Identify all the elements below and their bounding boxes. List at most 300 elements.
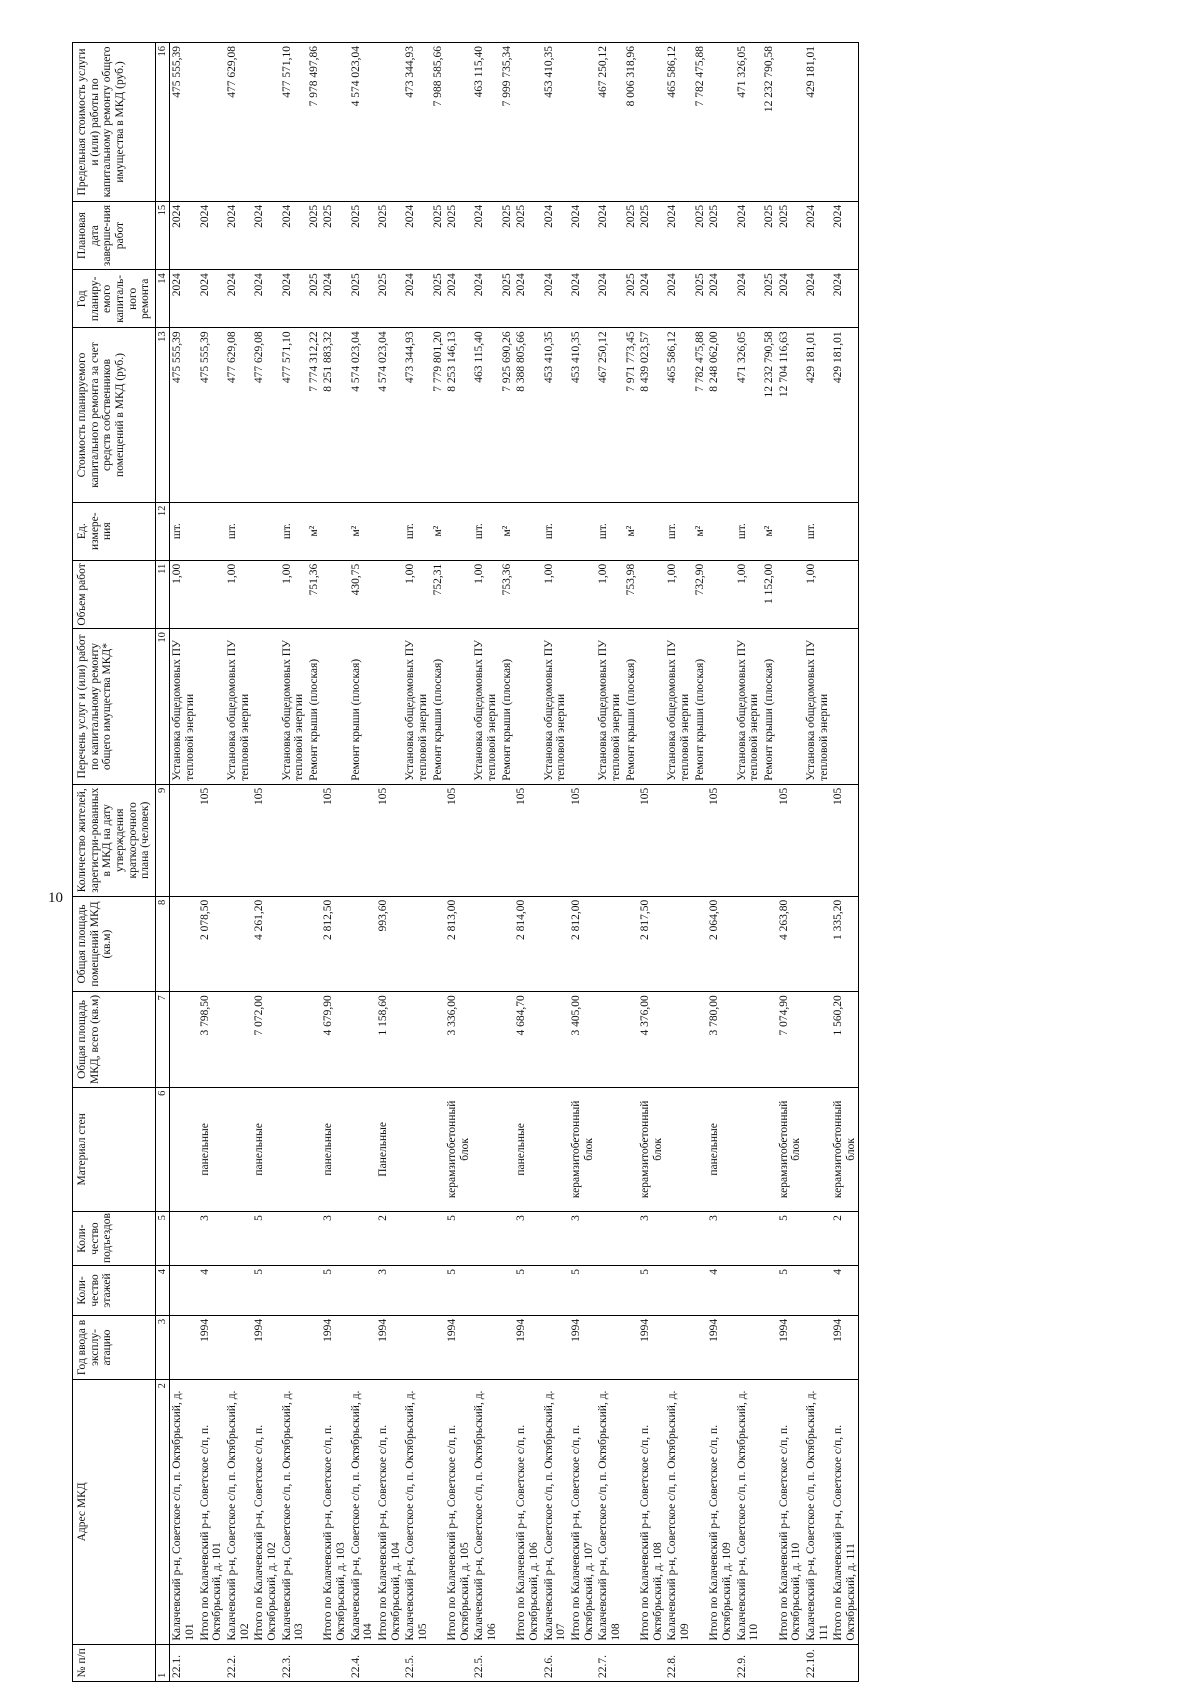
table-cell: Калачевский р-н, Советское с/п, п. Октябрьский, д. 105 [403, 1380, 430, 1645]
table-cell: 2025 [500, 201, 515, 269]
table-cell: 7 978 497,86 [307, 43, 322, 202]
table-cell: 4 [707, 1266, 734, 1316]
table-cell: 463 115,40 [472, 43, 499, 202]
table-cell: 475 555,39 [170, 43, 198, 202]
table-cell [762, 1644, 777, 1681]
table-cell [693, 1212, 708, 1266]
table-row [403, 43, 430, 1682]
table-cell: 429 181,01 [831, 328, 859, 502]
table-row [693, 43, 708, 1682]
table-cell: 12 232 790,58 [762, 43, 777, 202]
table-cell: 2024 [321, 270, 348, 328]
table-cell: 2024 [707, 270, 734, 328]
table-cell [170, 992, 198, 1087]
column-header: Общая площадь помещений МКД (кв.м) [73, 896, 156, 991]
table-cell: панельные [198, 1087, 225, 1211]
table-cell [596, 1315, 623, 1379]
table-row [445, 43, 472, 1682]
table-cell: шт. [542, 502, 569, 560]
table-cell [624, 896, 639, 991]
table-cell: м² [693, 502, 708, 560]
table-cell: 753,36 [500, 560, 515, 628]
table-row [500, 43, 515, 1682]
table-cell [596, 1212, 623, 1266]
table-cell: 2025 [431, 270, 446, 328]
column-header: Материал стен [73, 1087, 156, 1211]
table-cell: панельные [707, 1087, 734, 1211]
column-number: 3 [155, 1315, 170, 1379]
table-cell: 2024 [170, 201, 198, 269]
table-cell: 4 261,20 [252, 896, 279, 991]
table-cell [777, 43, 804, 202]
table-cell [624, 784, 639, 896]
table-cell: панельные [514, 1087, 541, 1211]
table-cell [514, 502, 541, 560]
table-cell [804, 1266, 831, 1316]
table-cell: 2025 [321, 201, 348, 269]
table-cell [831, 502, 859, 560]
table-cell: шт. [804, 502, 831, 560]
table-cell: 2 064,00 [707, 896, 734, 991]
table-cell: 2 814,00 [514, 896, 541, 991]
table-cell: 465 586,12 [665, 328, 692, 502]
table-cell [472, 784, 499, 896]
table-cell: 1,00 [735, 560, 762, 628]
table-cell: 2025 [762, 201, 777, 269]
table-row [569, 43, 596, 1682]
table-cell: Итого по Калачевский р-н, Советское с/п, п. Октябрьский, д. 104 [376, 1380, 403, 1645]
column-header: Год планиру-емого капиталь-ного ремонта [73, 270, 156, 328]
column-header: Коли-чество этажей [73, 1266, 156, 1316]
table-cell: 105 [321, 784, 348, 896]
table-cell [707, 629, 734, 785]
table-row [280, 43, 307, 1682]
table-cell: 1 158,60 [376, 992, 403, 1087]
table-cell [735, 896, 762, 991]
table-cell: 2024 [665, 270, 692, 328]
table-cell: 3 [707, 1212, 734, 1266]
table-cell: 2025 [514, 201, 541, 269]
table-cell: 8 253 146,13 [445, 328, 472, 502]
column-header: Общая площадь МКД, всего (кв.м) [73, 992, 156, 1087]
table-cell: 2024 [225, 201, 252, 269]
table-cell [321, 629, 348, 785]
table-cell: Калачевский р-н, Советское с/п, п. Октябрьский, д. 111 [804, 1380, 831, 1645]
column-number: 13 [155, 328, 170, 502]
table-cell: м² [349, 502, 376, 560]
table-cell: шт. [280, 502, 307, 560]
table-cell: Установка общедомовых ПУ тепловой энергии [596, 629, 623, 785]
column-number: 11 [155, 560, 170, 628]
table-cell [307, 992, 322, 1087]
table-cell: 467 250,12 [596, 328, 623, 502]
table-cell: 105 [707, 784, 734, 896]
table-cell: 7 074,90 [777, 992, 804, 1087]
table-row [831, 43, 859, 1682]
table-cell: 105 [514, 784, 541, 896]
table-cell [403, 896, 430, 991]
table-cell: 105 [445, 784, 472, 896]
table-cell: 2025 [349, 201, 376, 269]
table-row [472, 43, 499, 1682]
table-cell: Ремонт крыши (плоская) [500, 629, 515, 785]
table-cell [403, 1315, 430, 1379]
table-cell: 1994 [321, 1315, 348, 1379]
table-cell: 1994 [569, 1315, 596, 1379]
table-cell [321, 43, 348, 202]
table-cell: 2025 [624, 270, 639, 328]
table-cell [431, 1380, 446, 1645]
table-cell: 5 [777, 1266, 804, 1316]
table-cell: 2025 [693, 270, 708, 328]
table-cell [569, 560, 596, 628]
table-cell [280, 1266, 307, 1316]
column-number: 9 [155, 784, 170, 896]
table-cell: Установка общедомовых ПУ тепловой энергии [665, 629, 692, 785]
table-cell [252, 43, 279, 202]
table-cell [624, 1087, 639, 1211]
table-cell [804, 1212, 831, 1266]
table-cell: Установка общедомовых ПУ тепловой энергии [542, 629, 569, 785]
table-cell: 4 679,90 [321, 992, 348, 1087]
table-cell: Калачевский р-н, Советское с/п, п. Октябрьский, д. 106 [472, 1380, 499, 1645]
table-cell: 477 629,08 [252, 328, 279, 502]
table-cell [349, 1266, 376, 1316]
table-cell [321, 1644, 348, 1681]
table-cell: 2024 [170, 270, 198, 328]
column-header: Ед. измере-ния [73, 502, 156, 560]
table-cell: 2025 [624, 201, 639, 269]
table-cell [280, 1212, 307, 1266]
table-cell [542, 784, 569, 896]
table-cell [198, 560, 225, 628]
table-cell: Калачевский р-н, Советское с/п, п. Октябрьский, д. 109 [665, 1380, 692, 1645]
table-cell: 429 181,01 [804, 328, 831, 502]
table-cell: 8 251 883,32 [321, 328, 348, 502]
table-cell [252, 502, 279, 560]
table-cell: 3 798,50 [198, 992, 225, 1087]
table-cell: 1,00 [225, 560, 252, 628]
table-cell [762, 1212, 777, 1266]
table-cell: 752,31 [431, 560, 446, 628]
table-cell: Итого по Калачевский р-н, Советское с/п, п. Октябрьский, д. 101 [198, 1380, 225, 1645]
table-row [225, 43, 252, 1682]
table-cell: 4 [198, 1266, 225, 1316]
table-cell [500, 784, 515, 896]
table-cell [307, 896, 322, 991]
table-row [762, 43, 777, 1682]
table-cell: 2024 [542, 201, 569, 269]
table-cell: 2025 [693, 201, 708, 269]
table-cell [225, 1087, 252, 1211]
table-cell: 5 [445, 1212, 472, 1266]
table-cell: 471 326,05 [735, 43, 762, 202]
table-cell [624, 1644, 639, 1681]
table-cell: Итого по Калачевский р-н, Советское с/п, п. Октябрьский, д. 111 [831, 1380, 859, 1645]
table-cell [735, 1315, 762, 1379]
table-cell: 5 [321, 1266, 348, 1316]
table-cell [198, 629, 225, 785]
table-cell [542, 992, 569, 1087]
table-cell [542, 896, 569, 991]
table-cell: 1994 [252, 1315, 279, 1379]
table-cell: панельные [321, 1087, 348, 1211]
column-number: 16 [155, 43, 170, 202]
table-cell: 430,75 [349, 560, 376, 628]
table-cell [596, 1266, 623, 1316]
table-cell [431, 896, 446, 991]
table-row [735, 43, 762, 1682]
table-cell [693, 1380, 708, 1645]
table-cell: 1,00 [542, 560, 569, 628]
table-row [514, 43, 541, 1682]
table-cell [707, 1644, 734, 1681]
table-cell: 2025 [376, 201, 403, 269]
table-cell: 2025 [762, 270, 777, 328]
table-cell: 2025 [777, 201, 804, 269]
table-cell: Калачевский р-н, Советское с/п, п. Октябрьский, д. 101 [170, 1380, 198, 1645]
table-cell: 453 410,35 [542, 43, 569, 202]
table-cell [735, 1266, 762, 1316]
table-cell: Итого по Калачевский р-н, Советское с/п, п. Октябрьский, д. 102 [252, 1380, 279, 1645]
column-header: Стоимость планируемого капитального ремонта за счет средств собственников помещений в МКД (руб.) [73, 328, 156, 502]
table-cell [665, 1212, 692, 1266]
table-cell [280, 992, 307, 1087]
table-cell [403, 1212, 430, 1266]
table-cell: 2024 [569, 201, 596, 269]
table-cell [804, 992, 831, 1087]
table-cell: 993,60 [376, 896, 403, 991]
table-cell: 1994 [831, 1315, 859, 1379]
table-cell [321, 502, 348, 560]
table-cell: 453 410,35 [542, 328, 569, 502]
table-cell: 477 629,08 [225, 328, 252, 502]
table-cell [403, 784, 430, 896]
table-cell: 1 152,00 [762, 560, 777, 628]
table-cell [500, 1266, 515, 1316]
table-cell: 2025 [307, 270, 322, 328]
table-cell: 5 [638, 1266, 665, 1316]
table-cell [349, 784, 376, 896]
table-cell: 2024 [472, 201, 499, 269]
table-cell: 22.2. [225, 1644, 252, 1681]
table-cell [777, 1644, 804, 1681]
table-cell: 12 232 790,58 [762, 328, 777, 502]
table-cell: 22.9. [735, 1644, 762, 1681]
table-cell: 2024 [735, 270, 762, 328]
table-cell [198, 1644, 225, 1681]
table-cell [665, 1087, 692, 1211]
column-header: Предельная стоимость услуги и (или) работы по капитальному ремонту общего имущества в МКД (руб.) [73, 43, 156, 202]
column-header: Перечень услуг и (или) работ по капитальному ремонту общего имущества МКД* [73, 629, 156, 785]
table-cell: 1994 [514, 1315, 541, 1379]
table-cell [638, 43, 665, 202]
table-cell: 2024 [198, 270, 225, 328]
table-cell: 7 779 801,20 [431, 328, 446, 502]
table-cell: Калачевский р-н, Советское с/п, п. Октябрьский, д. 108 [596, 1380, 623, 1645]
table-cell: шт. [472, 502, 499, 560]
table-cell: шт. [596, 502, 623, 560]
table-cell [542, 1315, 569, 1379]
table-cell [707, 43, 734, 202]
table-cell: 2024 [280, 270, 307, 328]
table-row [665, 43, 692, 1682]
table-cell: м² [762, 502, 777, 560]
table-cell: 1994 [198, 1315, 225, 1379]
table-cell: 7 971 773,45 [624, 328, 639, 502]
table-cell: 22.6. [542, 1644, 569, 1681]
table-cell: 22.7. [596, 1644, 623, 1681]
table-cell: 22.5. [403, 1644, 430, 1681]
table-cell: 2024 [596, 270, 623, 328]
table-cell: Ремонт крыши (плоская) [431, 629, 446, 785]
table-cell: 4 376,00 [638, 992, 665, 1087]
table-cell [376, 560, 403, 628]
table-cell: Установка общедомовых ПУ тепловой энергии [170, 629, 198, 785]
table-cell: 2025 [349, 270, 376, 328]
table-cell: 2 078,50 [198, 896, 225, 991]
table-cell [762, 784, 777, 896]
table-cell [349, 1315, 376, 1379]
table-cell: 2024 [198, 201, 225, 269]
table-cell [693, 896, 708, 991]
table-cell: керамзитобетонный блок [831, 1087, 859, 1211]
table-cell [307, 1644, 322, 1681]
table-cell: шт. [665, 502, 692, 560]
table-cell [170, 784, 198, 896]
table-cell [569, 43, 596, 202]
table-cell: Калачевский р-н, Советское с/п, п. Октябрьский, д. 110 [735, 1380, 762, 1645]
table-cell [376, 43, 403, 202]
table-cell: 105 [831, 784, 859, 896]
table-cell: 5 [252, 1212, 279, 1266]
table-cell: 2024 [831, 270, 859, 328]
table-cell: 732,90 [693, 560, 708, 628]
table-row [349, 43, 376, 1682]
table-cell: 751,36 [307, 560, 322, 628]
table-cell [665, 1315, 692, 1379]
table-cell: шт. [225, 502, 252, 560]
table-cell: 4 684,70 [514, 992, 541, 1087]
table-cell: 5 [777, 1212, 804, 1266]
column-number: 10 [155, 629, 170, 785]
table-cell: 1,00 [403, 560, 430, 628]
table-cell: 8 006 318,96 [624, 43, 639, 202]
table-cell: 2024 [472, 270, 499, 328]
table-cell: м² [624, 502, 639, 560]
table-cell: 1994 [445, 1315, 472, 1379]
table-cell: 3 [514, 1212, 541, 1266]
table-cell: Калачевский р-н, Советское с/п, п. Октябрьский, д. 102 [225, 1380, 252, 1645]
table-header [73, 43, 170, 1682]
table-cell [596, 992, 623, 1087]
table-cell: 2 812,00 [569, 896, 596, 991]
table-cell [693, 784, 708, 896]
table-cell: 8 248 062,00 [707, 328, 734, 502]
table-cell [514, 1644, 541, 1681]
table-cell: 4 574 023,04 [376, 328, 403, 502]
table-cell [638, 502, 665, 560]
table-cell: Установка общедомовых ПУ тепловой энергии [472, 629, 499, 785]
table-cell [403, 992, 430, 1087]
table-row [376, 43, 403, 1682]
table-cell [225, 896, 252, 991]
table-cell: 7 774 312,22 [307, 328, 322, 502]
table-cell [252, 629, 279, 785]
table-cell: 2024 [777, 270, 804, 328]
table-cell: Итого по Калачевский р-н, Советское с/п, п. Октябрьский, д. 109 [707, 1380, 734, 1645]
table-cell: 1,00 [170, 560, 198, 628]
table-cell: Итого по Калачевский р-н, Советское с/п, п. Октябрьский, д. 108 [638, 1380, 665, 1645]
table-cell: 2024 [804, 270, 831, 328]
table-row [542, 43, 569, 1682]
table-cell [170, 1266, 198, 1316]
table-cell: 2024 [735, 201, 762, 269]
table-cell: 477 571,10 [280, 43, 307, 202]
table-cell [170, 1212, 198, 1266]
table-cell [225, 1315, 252, 1379]
table-cell [252, 560, 279, 628]
table-row [321, 43, 348, 1682]
table-row [252, 43, 279, 1682]
table-cell: 12 704 116,63 [777, 328, 804, 502]
table-cell: керамзитобетонный блок [777, 1087, 804, 1211]
table-cell [831, 43, 859, 202]
table-cell [804, 1087, 831, 1211]
table-cell: 2024 [403, 201, 430, 269]
table-cell [198, 502, 225, 560]
table-cell: 3 [198, 1212, 225, 1266]
table-cell: 4 574 023,04 [349, 43, 376, 202]
table-cell: 7 782 475,88 [693, 328, 708, 502]
table-cell: Ремонт крыши (плоская) [307, 629, 322, 785]
table-cell: Установка общедомовых ПУ тепловой энергии [804, 629, 831, 785]
table-cell [349, 1087, 376, 1211]
table-cell: Калачевский р-н, Советское с/п, п. Октябрьский, д. 104 [349, 1380, 376, 1645]
table-cell: 105 [638, 784, 665, 896]
table-cell [170, 1087, 198, 1211]
table-cell [665, 896, 692, 991]
table-cell: 467 250,12 [596, 43, 623, 202]
table-cell: 1994 [777, 1315, 804, 1379]
table-cell: 2024 [252, 270, 279, 328]
column-header: Год ввода в эксплу-атацию [73, 1315, 156, 1379]
table-cell: 22.5. [472, 1644, 499, 1681]
table-cell: 2024 [665, 201, 692, 269]
table-cell [735, 1212, 762, 1266]
table-cell: шт. [735, 502, 762, 560]
table-cell [514, 629, 541, 785]
table-cell [472, 1266, 499, 1316]
table-cell [831, 629, 859, 785]
table-cell [307, 1266, 322, 1316]
table-cell: 1994 [707, 1315, 734, 1379]
table-cell: Установка общедомовых ПУ тепловой энергии [225, 629, 252, 785]
table-cell [376, 629, 403, 785]
table-cell: Итого по Калачевский р-н, Советское с/п, п. Октябрьский, д. 105 [445, 1380, 472, 1645]
table-cell [831, 1644, 859, 1681]
table-cell [403, 1087, 430, 1211]
table-cell [624, 992, 639, 1087]
table-cell [280, 1087, 307, 1211]
table-row [624, 43, 639, 1682]
table-cell: 463 115,40 [472, 328, 499, 502]
table-cell [762, 1266, 777, 1316]
table-cell [225, 1266, 252, 1316]
table-cell [307, 1212, 322, 1266]
table-cell [665, 1266, 692, 1316]
table-cell [445, 560, 472, 628]
